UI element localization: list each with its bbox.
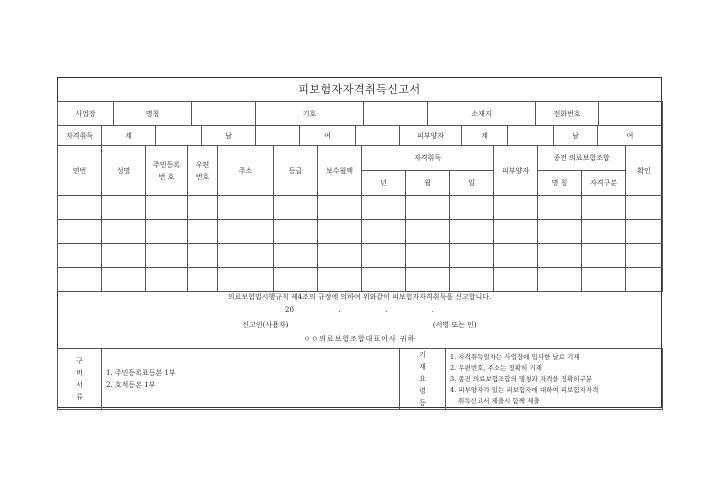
col-seq: 연번 (58, 146, 102, 196)
declaration-text: 의료보험법시행규칙 제4조의 규정에 의하여 위와같이 피보험자자격취득을 신고합니다. (227, 293, 492, 301)
table-row[interactable] (58, 268, 663, 292)
total-field[interactable] (156, 126, 202, 146)
code-field[interactable] (364, 102, 428, 126)
dep-total-label: 계 (462, 126, 508, 146)
form-frame (57, 77, 662, 408)
total-label: 계 (102, 126, 156, 146)
col-rrn: 주민등록 번 호 (146, 146, 188, 196)
dep-female-label: 여 (598, 126, 663, 146)
col-salary: 보수월액 (318, 146, 362, 196)
workplace-label: 사업장 (58, 102, 114, 126)
col-qual-type: 자격구분 (582, 171, 626, 196)
col-month: 월 (406, 171, 450, 196)
name-field[interactable] (192, 102, 256, 126)
dep-male-label: 남 (554, 126, 598, 146)
col-year: 년 (362, 171, 406, 196)
table-row[interactable] (58, 244, 663, 268)
code-label: 기호 (256, 102, 364, 126)
table-row[interactable] (58, 196, 663, 220)
date-line: 20 . . . (284, 306, 435, 314)
col-dependent: 피부양자 (494, 146, 538, 196)
notes-label: 기 재 요 령 등 (400, 349, 446, 410)
col-address: 주소 (218, 146, 274, 196)
notes-list: 1. 자격취득일자는 사업장에 입사한 날로 기재 2. 우편번호, 주소는 정확히 기재 3. 종전 의료보험조합의 명칭과 자격을 정확히구분 4. 피부양자가 있는 피보험자에 대하여 피보험자자격 취득신고서 제출시 함께 제출 (446, 349, 663, 410)
male-field[interactable] (256, 126, 300, 146)
workplace-row (57, 101, 663, 126)
count-row (57, 125, 663, 146)
member-table (57, 145, 663, 292)
col-name: 성명 (102, 146, 146, 196)
reporter-line: 신고인(사용자) (서명 또는 인) (242, 321, 477, 329)
male-label: 남 (202, 126, 256, 146)
address-label: 소재지 (428, 102, 536, 126)
col-union-name: 명 칭 (538, 171, 582, 196)
instructions-table (57, 348, 663, 410)
col-grade: 등급 (274, 146, 318, 196)
form-title: 피보험자자격취득신고서 (58, 78, 661, 102)
dep-total-field[interactable] (508, 126, 554, 146)
col-day: 일 (450, 171, 494, 196)
phone-label: 전화번호 (536, 102, 599, 126)
recipient-line: ㅇㅇ의료보험조합대표이사 귀하 (303, 335, 416, 343)
attachments-label: 구 비 서 류 (58, 349, 102, 410)
col-confirm: 확인 (626, 146, 663, 196)
col-acquire: 자격취득 (362, 146, 494, 171)
female-field[interactable] (356, 126, 400, 146)
female-label: 여 (300, 126, 356, 146)
table-row[interactable] (58, 220, 663, 244)
acquire-label: 자격취득 (58, 126, 102, 146)
phone-field[interactable] (599, 102, 663, 126)
col-prev-union: 종전 의료보험조합 (538, 146, 626, 171)
col-zip: 우편 번호 (188, 146, 218, 196)
attachments-list: 1. 주민등록표등본 1부 2. 호적등본 1부 (102, 349, 400, 410)
dependent-label: 피부양자 (400, 126, 462, 146)
name-label: 명칭 (114, 102, 192, 126)
